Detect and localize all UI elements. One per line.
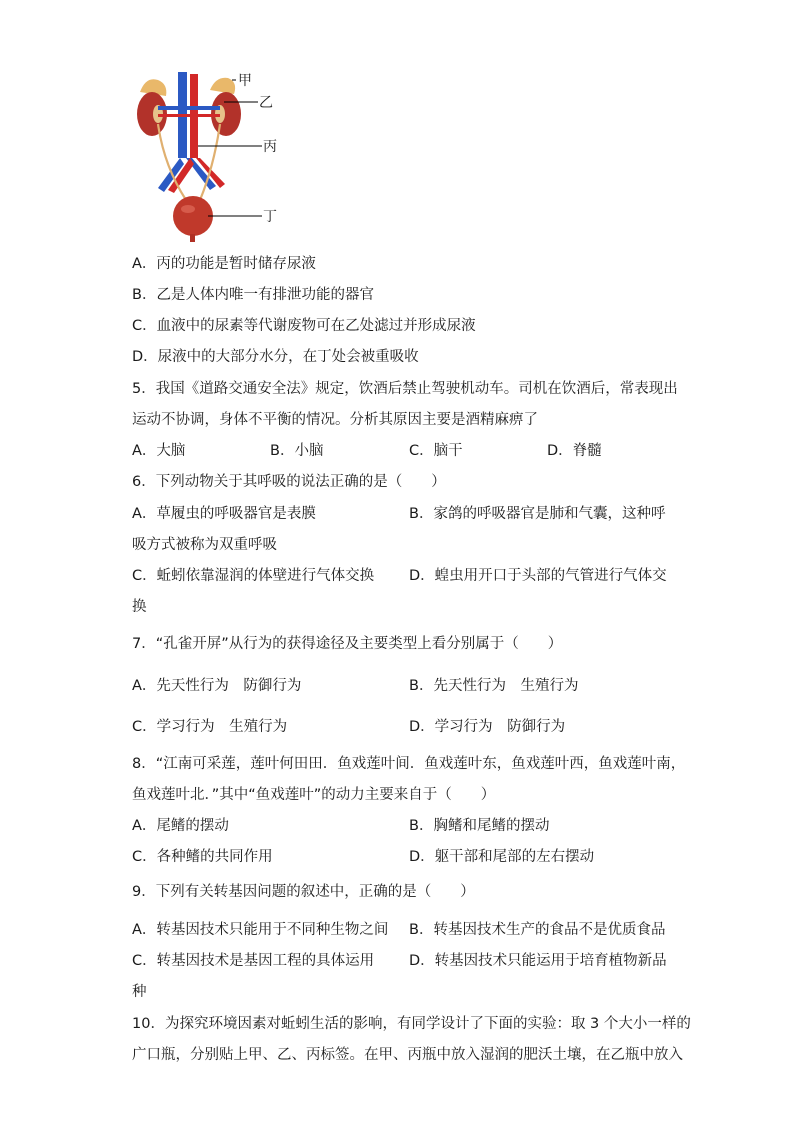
q5-option-d: D．脊髓 <box>547 443 602 459</box>
diagram-label-jia: 甲 <box>238 73 252 89</box>
q5-stem-line2: 运动不协调，身体不平衡的情况。分析其原因主要是酒精麻痹了 <box>132 412 538 428</box>
q4-option-c: C．血液中的尿素等代谢废物可在乙处滤过并形成尿液 <box>132 318 476 334</box>
q8-option-c: C．各种鳍的共同作用 <box>132 849 273 865</box>
urethra <box>190 234 195 242</box>
q9-option-b: B．转基因技术生产的食品不是优质食品 <box>409 922 666 938</box>
q4-option-a: A．丙的功能是暂时储存尿液 <box>132 256 316 272</box>
q10-stem-line2: 广口瓶，分别贴上甲、乙、丙标签。在甲、丙瓶中放入湿润的肥沃土壤，在乙瓶中放入 <box>132 1047 683 1063</box>
q6-stem: 6．下列动物关于其呼吸的说法正确的是（ ） <box>132 474 446 490</box>
q8-stem-line1: 8．“江南可采莲，莲叶何田田．鱼戏莲叶间．鱼戏莲叶东，鱼戏莲叶西，鱼戏莲叶南， <box>132 756 686 772</box>
q4-option-d: D．尿液中的大部分水分，在丁处会被重吸收 <box>132 349 419 365</box>
q6-option-d-line2: 换 <box>132 599 147 615</box>
q9-option-d-line2: 种 <box>132 984 147 1000</box>
q8-option-a: A．尾鳍的摆动 <box>132 818 229 834</box>
q5-stem-line1: 5．我国《道路交通安全法》规定，饮酒后禁止驾驶机动车。司机在饮酒后，常表现出 <box>132 381 678 397</box>
q7-option-c: C．学习行为 生殖行为 <box>132 719 288 735</box>
q5-option-b: B．小脑 <box>270 443 324 459</box>
q7-option-d: D．学习行为 防御行为 <box>409 719 566 735</box>
aorta <box>190 74 198 158</box>
q8-option-d: D．躯干部和尾部的左右摆动 <box>409 849 595 865</box>
q7-stem: 7．“孔雀开屏”从行为的获得途径及主要类型上看分别属于（ ） <box>132 636 563 652</box>
q5-option-a: A．大脑 <box>132 443 186 459</box>
q6-option-b-line2: 吸方式被称为双重呼吸 <box>132 537 277 553</box>
diagram-label-ding: 丁 <box>263 209 277 225</box>
q10-stem-line1: 10．为探究环境因素对蚯蚓生活的影响，有同学设计了下面的实验：取 3 个大小一样的 <box>132 1016 691 1032</box>
q9-option-c: C．转基因技术是基因工程的具体运用 <box>132 953 375 969</box>
q6-option-a: A．草履虫的呼吸器官是表膜 <box>132 506 316 522</box>
q5-option-c: C．脑干 <box>409 443 463 459</box>
q8-stem-line2: 鱼戏莲叶北．”其中“鱼戏莲叶”的动力主要来自于（ ） <box>132 787 496 803</box>
q6-option-c: C．蚯蚓依靠湿润的体壁进行气体交换 <box>132 568 375 584</box>
q9-option-a: A．转基因技术只能用于不同种生物之间 <box>132 922 389 938</box>
bladder <box>173 196 213 236</box>
q9-stem: 9．下列有关转基因问题的叙述中，正确的是（ ） <box>132 884 475 900</box>
q9-option-d-line1: D．转基因技术只能运用于培育植物新品 <box>409 953 667 969</box>
q8-option-b: B．胸鳍和尾鳍的摆动 <box>409 818 550 834</box>
q6-option-d-line1: D．蝗虫用开口于头部的气管进行气体交 <box>409 568 667 584</box>
diagram-label-yi: 乙 <box>259 95 273 111</box>
q4-option-b: B．乙是人体内唯一有排泄功能的器官 <box>132 287 374 303</box>
diagram-label-bing: 丙 <box>263 139 277 155</box>
right-adrenal-gland <box>210 78 235 94</box>
q7-option-a: A．先天性行为 防御行为 <box>132 678 302 694</box>
q6-option-b-line1: B．家鸽的呼吸器官是肺和气囊，这种呼 <box>409 506 666 522</box>
q7-option-b: B．先天性行为 生殖行为 <box>409 678 579 694</box>
